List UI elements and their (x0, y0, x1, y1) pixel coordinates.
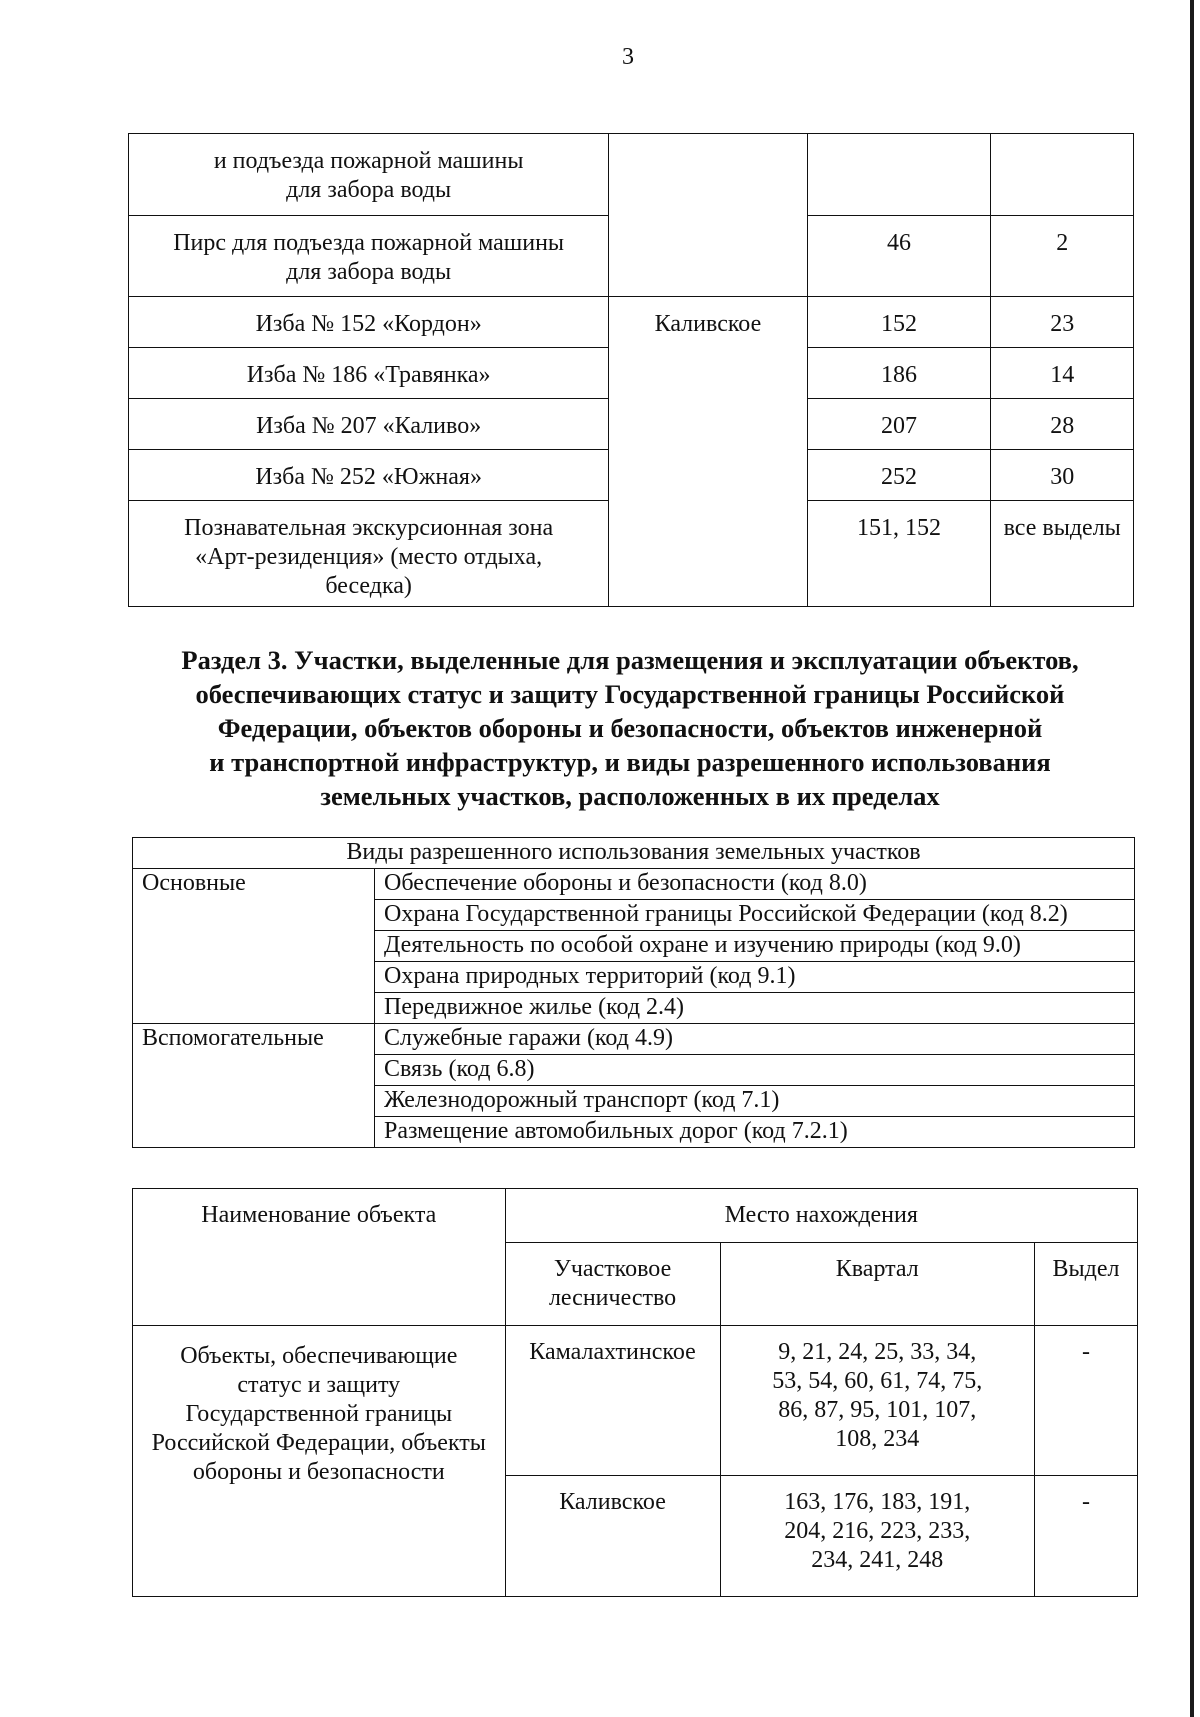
aux-use-label: Вспомогательные (133, 1024, 375, 1148)
use-item: Охрана природных территорий (код 9.1) (375, 962, 1135, 993)
page-number: 3 (622, 44, 634, 70)
text-line: 53, 54, 60, 61, 74, 75, (772, 1368, 983, 1394)
table-header-row (133, 1189, 1138, 1243)
forestry-cell: Каливское (505, 1476, 720, 1597)
text-line: обороны и безопасности (192, 1459, 445, 1485)
use-item: Служебные гаражи (код 4.9) (375, 1024, 1135, 1055)
text-line: Познавательная экскурсионная зона (184, 515, 554, 541)
quarter-cell (807, 134, 991, 216)
title-line: Раздел 3. Участки, выделенные для размещения и эксплуатации объектов, (181, 645, 1079, 675)
location-header: Место нахождения (505, 1189, 1137, 1243)
title-line: обеспечивающих статус и защиту Государственной границы Российской (195, 679, 1065, 709)
vydel-cell: - (1035, 1326, 1138, 1476)
vydel-cell: 28 (991, 399, 1134, 450)
text-line: и подъезда пожарной машины (213, 148, 524, 174)
object-name-cell: Изба № 186 «Травянка» (129, 348, 609, 399)
use-item: Передвижное жилье (код 2.4) (375, 993, 1135, 1024)
text-line: 86, 87, 95, 101, 107, (778, 1397, 977, 1423)
text-line: лесничество (548, 1285, 677, 1311)
text-line: 9, 21, 24, 25, 33, 34, (778, 1339, 977, 1365)
vydel-cell: - (1035, 1476, 1138, 1597)
use-item: Размещение автомобильных дорог (код 7.2.1) (375, 1117, 1135, 1148)
text-line: 108, 234 (835, 1426, 920, 1452)
quarter-cell: 152 (807, 297, 991, 348)
quarters-cell (720, 1476, 1035, 1597)
quarter-cell: 252 (807, 450, 991, 501)
table-header-row (133, 838, 1135, 869)
use-item: Обеспечение обороны и безопасности (код 8.0) (375, 869, 1135, 900)
permitted-use-table (132, 837, 1135, 1148)
text-line: Государственной границы (185, 1401, 453, 1427)
text-line: Участковое (553, 1256, 672, 1282)
quarter-cell: 207 (807, 399, 991, 450)
page-frame-edge (1190, 0, 1194, 1717)
vydel-cell: 23 (991, 297, 1134, 348)
object-name-cell (129, 216, 609, 297)
use-item: Железнодорожный транспорт (код 7.1) (375, 1086, 1135, 1117)
title-line: земельных участков, расположенных в их пределах (320, 781, 940, 811)
title-line: и транспортной инфраструктур, и виды разрешенного использования (209, 747, 1051, 777)
text-line: 163, 176, 183, 191, (784, 1489, 971, 1515)
vydel-header: Выдел (1035, 1243, 1138, 1326)
text-line: 234, 241, 248 (811, 1547, 944, 1573)
text-line: 204, 216, 223, 233, (784, 1518, 971, 1544)
title-line: Федерации, объектов обороны и безопасности, объектов инженерной (217, 713, 1043, 743)
section-3-title (130, 643, 1130, 813)
vydel-cell (991, 134, 1134, 216)
quarter-cell: 151, 152 (807, 501, 991, 607)
border-objects-table (132, 1188, 1138, 1597)
quarter-cell: 46 (807, 216, 991, 297)
text-line: Пирс для подъезда пожарной машины (173, 230, 565, 256)
main-use-label: Основные (133, 869, 375, 1024)
forestry-header (505, 1243, 720, 1326)
forestry-cell: Камалахтинское (505, 1326, 720, 1476)
table-row (133, 1326, 1138, 1476)
text-line: статус и защиту (237, 1372, 401, 1398)
object-name-cell (133, 1326, 506, 1597)
text-line: для забора воды (286, 177, 452, 203)
vydel-cell: все выделы (991, 501, 1134, 607)
text-line: Российской Федерации, объекты (151, 1430, 486, 1456)
vydel-cell: 2 (991, 216, 1134, 297)
permitted-use-header: Виды разрешенного использования земельных участков (133, 838, 1135, 869)
quarter-header: Квартал (720, 1243, 1035, 1326)
text-line: беседка) (325, 573, 412, 599)
vydel-cell: 30 (991, 450, 1134, 501)
text-line: для забора воды (286, 259, 452, 285)
object-name-cell: Изба № 152 «Кордон» (129, 297, 609, 348)
table-row (133, 869, 1135, 900)
table-row (133, 1024, 1135, 1055)
use-item: Связь (код 6.8) (375, 1055, 1135, 1086)
object-name-cell: Изба № 252 «Южная» (129, 450, 609, 501)
objects-table (128, 133, 1134, 607)
use-item: Охрана Государственной границы Российской Федерации (код 8.2) (375, 900, 1135, 931)
table-row (129, 297, 1134, 348)
use-item: Деятельность по особой охране и изучению природы (код 9.0) (375, 931, 1135, 962)
text-line: «Арт-резиденция» (место отдыха, (195, 544, 543, 570)
forestry-cell (609, 134, 807, 297)
quarter-cell: 186 (807, 348, 991, 399)
object-name-cell (129, 501, 609, 607)
table-row (129, 134, 1134, 216)
object-name-cell (129, 134, 609, 216)
text-line: Объекты, обеспечивающие (180, 1343, 458, 1369)
object-name-cell: Изба № 207 «Каливо» (129, 399, 609, 450)
object-name-header: Наименование объекта (133, 1189, 506, 1326)
forestry-cell: Каливское (609, 297, 807, 607)
quarters-cell (720, 1326, 1035, 1476)
vydel-cell: 14 (991, 348, 1134, 399)
